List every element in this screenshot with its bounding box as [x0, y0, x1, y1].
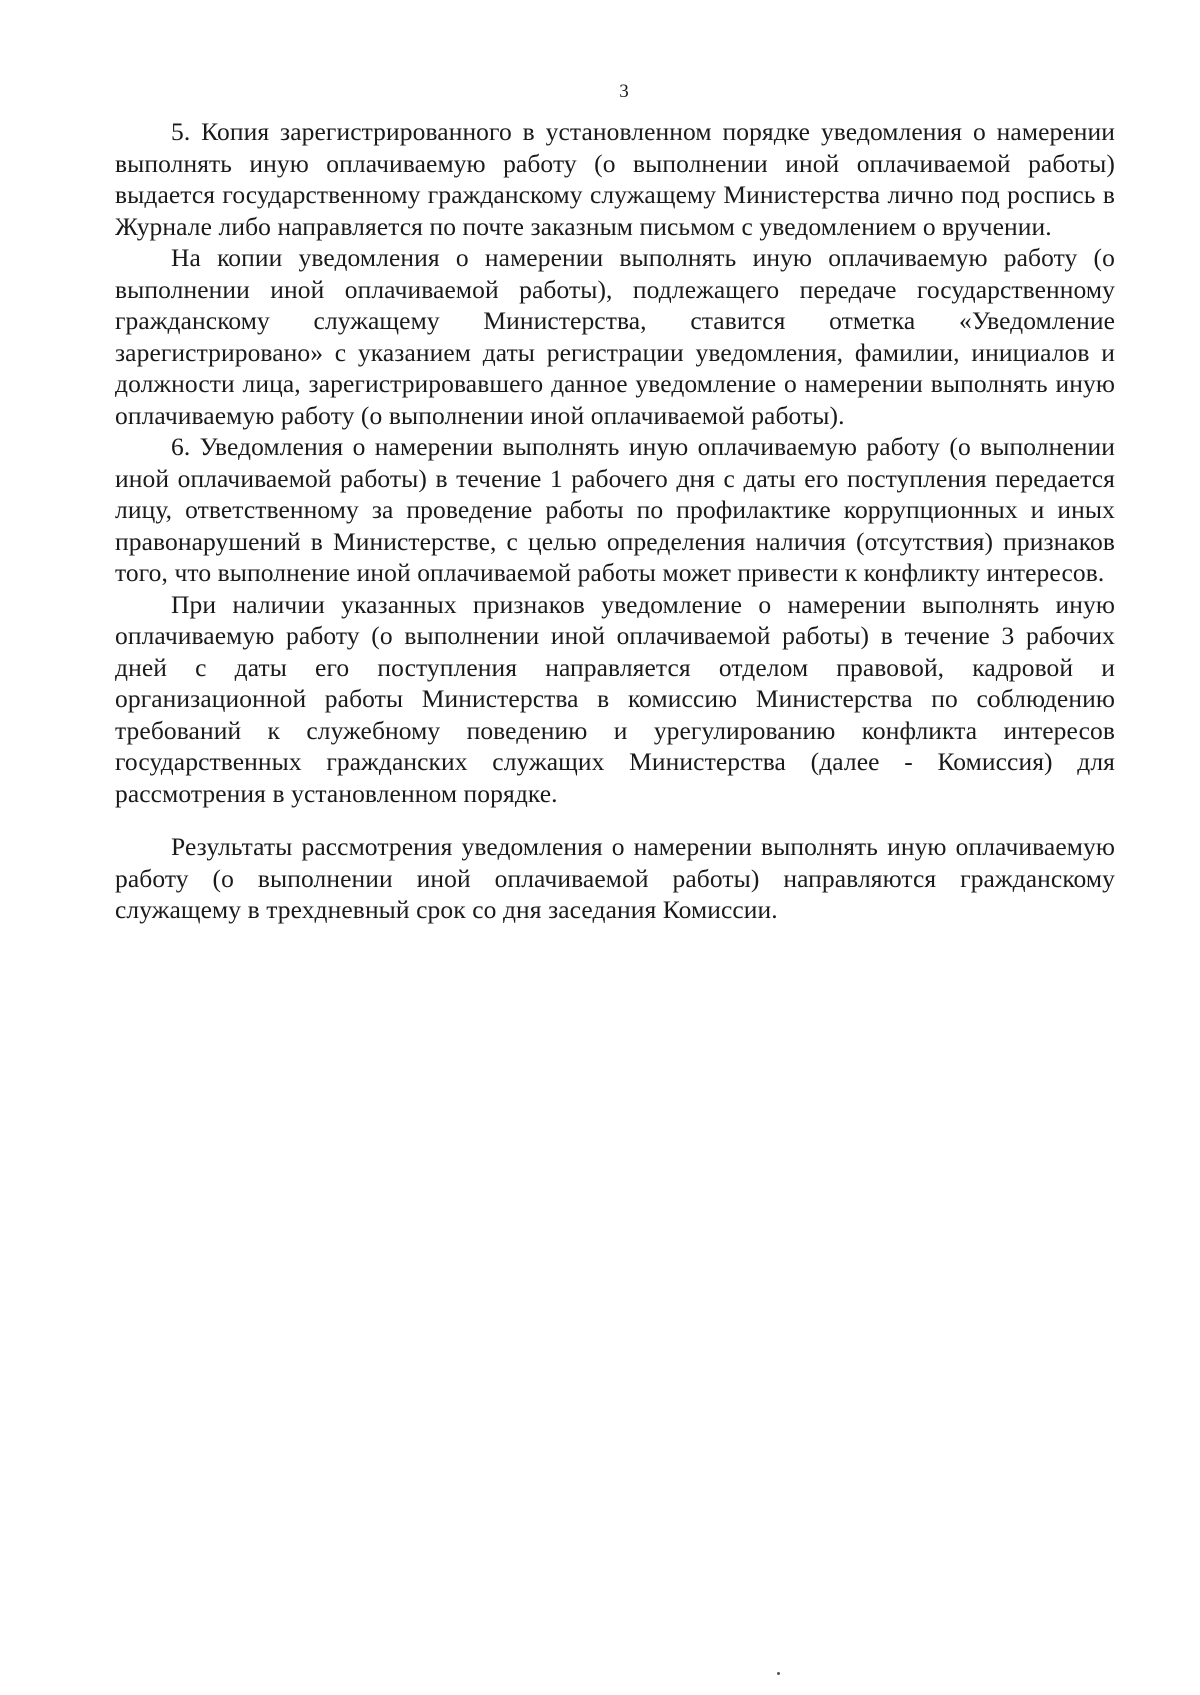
paragraph-item-5-copy-issuance: 5. Копия зарегистрированного в установленном порядке уведомления о намерении выполнять иную оплачиваемую работу (о выполнении иной оплачиваемой работы) выдается государственному гражданскому служащему Министерства лично под роспись в Журнале либо направляется по почте заказным письмом с уведомлением о вручении. [115, 117, 1115, 241]
document-body [115, 116, 1115, 926]
paragraph-item-6-transfer: 6. Уведомления о намерении выполнять иную оплачиваемую работу (о выполнении иной оплачиваемой работы) в течение 1 рабочего дня с даты его поступления передается лицу, ответственному за проведение работы по профилактике коррупционных и иных правонарушений в Министерстве, с целью определения наличия (отсутствия) признаков того, что выполнение иной оплачиваемой работы может привести к конфликту интересов. [115, 432, 1115, 587]
page-number: 3 [619, 81, 629, 102]
scan-speck [777, 1672, 780, 1675]
paragraph-registration-mark: На копии уведомления о намерении выполнять иную оплачиваемую работу (о выполнении иной оплачиваемой работы), подлежащего передаче государственному гражданскому служащему Министерства, ставится отметка «Уведомление зарегистрировано» с указанием даты регистрации уведомления, фамилии, инициалов и должности лица, зарегистрировавшего данное уведомление о намерении выполнять иную оплачиваемую работу (о выполнении иной оплачиваемой работы). [115, 243, 1115, 430]
paragraph-review-results: Результаты рассмотрения уведомления о намерении выполнять иную оплачиваемую работу (о выполнении иной оплачиваемой работы) направляются гражданскому служащему в трехдневный срок со дня заседания Комиссии. [115, 832, 1115, 924]
paragraph-commission-referral: При наличии указанных признаков уведомление о намерении выполнять иную оплачиваемую работу (о выполнении иной оплачиваемой работы) в течение 3 рабочих дней с даты его поступления направляется отделом правовой, кадровой и организационной работы Министерства в комиссию Министерства по соблюдению требований к служебному поведению и урегулированию конфликта интересов государственных гражданских служащих Министерства (далее - Комиссия) для рассмотрения в установленном порядке. [115, 589, 1115, 808]
